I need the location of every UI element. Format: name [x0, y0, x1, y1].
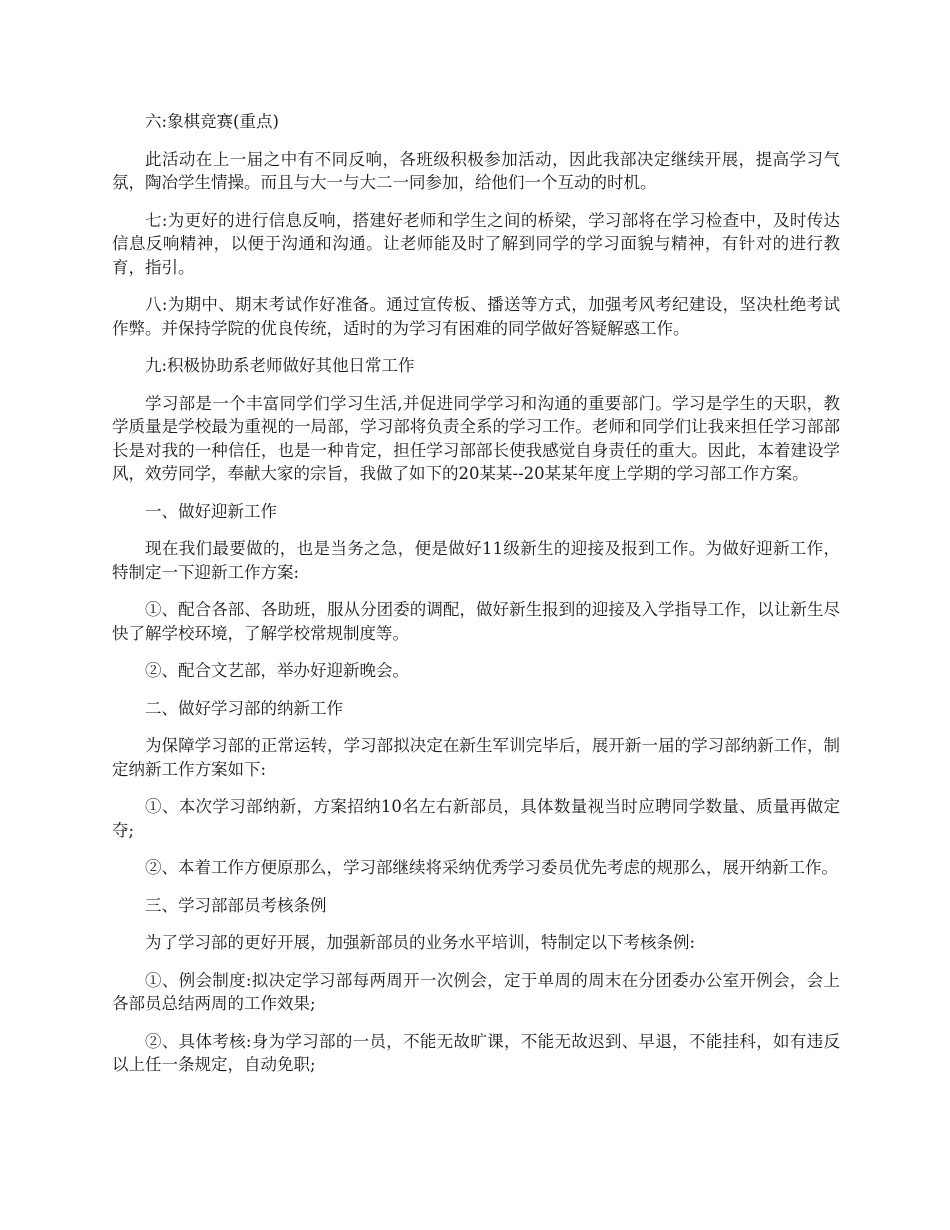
paragraph-assessment-intro: 为了学习部的更好开展，加强新部员的业务水平培训，特制定以下考核条例: — [145, 933, 696, 952]
list-item-recruitment-2: ②、本着工作方便原那么，学习部继续将采纳优秀学习委员优先考虑的规那么，展开纳新工作。 — [145, 858, 838, 877]
heading-assessment-rules: 三、学习部部员考核条例 — [145, 895, 327, 915]
paragraph-introduction: 学习部是一个丰富同学们学习生活,并促进同学学习和沟通的重要部门。学习是学生的天职，教学质量是学校最为重视的一局部，学习部将负责全系的学习工作。老师和同学们让我来担任学习部部长是对我的一种信任，也是一种肯定，担任学习部部长使我感觉自身责任的重大。因此，本着建设学风，效劳同学，奉献大家的宗旨，我做了如下的20某某--20某某年度上学期的学习部工作方案。 — [112, 393, 840, 483]
paragraph-section-9-title: 九:积极协助系老师做好其他日常工作 — [145, 356, 415, 375]
list-item-recruitment-1: ①、本次学习部纳新，方案招纳10名左右新部员，具体数量视当时应聘同学数量、质量再做定夺; — [112, 797, 840, 840]
paragraph-welcome-plan: 现在我们最要做的，也是当务之急，便是做好11级新生的迎接及报到工作。为做好迎新工作，特制定一下迎新工作方案: — [112, 539, 840, 582]
paragraph-section-6-title: 六:象棋竞赛(重点) — [145, 112, 279, 131]
paragraph-section-7: 七:为更好的进行信息反响，搭建好老师和学生之间的桥梁，学习部将在学习检查中，及时传达信息反响精神，以便于沟通和沟通。让老师能及时了解到同学的学习面貌与精神，有针对的进行教育，指引。 — [112, 210, 840, 277]
paragraph-recruitment-plan: 为保障学习部的正常运转，学习部拟决定在新生军训完毕后，展开新一届的学习部纳新工作，制定纳新工作方案如下: — [112, 736, 840, 779]
list-item-welcome-2: ②、配合文艺部，举办好迎新晚会。 — [145, 661, 409, 680]
list-item-welcome-1: ①、配合各部、各助班，服从分团委的调配，做好新生报到的迎接及入学指导工作，以让新生尽快了解学校环境，了解学校常规制度等。 — [112, 600, 840, 643]
document-body — [112, 110, 840, 1091]
paragraph-chess-description: 此活动在上一届之中有不同反响，各班级积极参加活动，因此我部决定继续开展，提高学习气氛，陶冶学生情操。而且与大一与大二一同参加，给他们一个互动的时机。 — [112, 149, 840, 192]
heading-welcome-work: 一、做好迎新工作 — [145, 501, 277, 521]
list-item-assessment-2: ②、具体考核:身为学习部的一员，不能无故旷课，不能无故迟到、早退，不能挂科，如有违反以上任一条规定，自动免职; — [112, 1031, 840, 1074]
list-item-assessment-1: ①、例会制度:拟决定学习部每两周开一次例会，定于单周的周末在分团委办公室开例会，会上各部员总结两周的工作效果; — [112, 970, 840, 1013]
heading-recruitment-work: 二、做好学习部的纳新工作 — [145, 698, 343, 718]
paragraph-section-8: 八:为期中、期末考试作好准备。通过宣传板、播送等方式，加强考风考纪建设，坚决杜绝考试作弊。并保持学院的优良传统，适时的为学习有困难的同学做好答疑解惑工作。 — [112, 295, 840, 338]
